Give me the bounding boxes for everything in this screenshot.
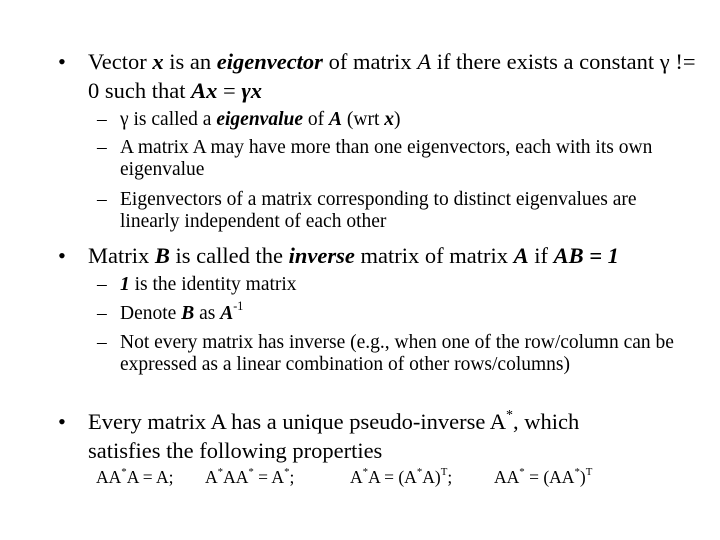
text-run: Every matrix A has a unique pseudo-inverse A (88, 409, 507, 434)
text-run: if there exists a constant (431, 49, 660, 74)
superscript-star: * (506, 408, 513, 424)
text-run: is called the (169, 243, 289, 268)
text-run: is the identity matrix (129, 274, 297, 295)
term-eigenvector: eigenvector (216, 49, 323, 74)
superscript-minus-one: -1 (233, 299, 244, 314)
text-run: of (303, 109, 329, 130)
superscript-star: * (416, 466, 423, 479)
superscript-star: * (519, 466, 525, 479)
text-run: A (205, 467, 218, 487)
text-run: A = A; (126, 467, 174, 487)
property-2 (205, 466, 294, 488)
var-a: A (513, 243, 529, 268)
dash-marker: – (97, 274, 107, 295)
symbol-gamma: γ (659, 49, 670, 74)
text-run: ) (394, 109, 401, 130)
sub-bullet-text: Not every matrix has inverse (e.g., when one of the row/column can be expressed as a linear combination of other rows/columns) (120, 332, 674, 375)
text-run: A (350, 467, 363, 487)
sub-bullet-eigenvalue (97, 109, 697, 131)
superscript-star: * (284, 466, 290, 479)
text-run: ; (289, 467, 295, 487)
var-a: A (220, 303, 234, 324)
text-run: (wrt (342, 109, 385, 130)
text-run: of matrix (322, 49, 418, 74)
term-inverse: inverse (288, 243, 355, 268)
dash-marker: – (97, 109, 107, 130)
text-run: is an (163, 49, 217, 74)
bullet-eigenvector (58, 47, 698, 105)
var-x: x (384, 109, 395, 130)
sub-bullet-text: A matrix A may have more than one eigenvectors, each with its own eigenvalue (120, 137, 653, 180)
sub-bullet-text: Eigenvectors of a matrix corresponding to distinct eigenvalues are linearly independent of each other (120, 189, 637, 232)
text-run: = A (253, 467, 285, 487)
superscript-star: * (362, 466, 369, 479)
superscript-t: T (440, 466, 448, 479)
text-run: ) (579, 467, 586, 487)
bullet-marker: • (58, 49, 66, 74)
text-run: Matrix (88, 243, 155, 268)
bullet-text (88, 47, 698, 105)
dash-marker: – (97, 137, 107, 158)
superscript-t: T (585, 466, 593, 479)
property-3 (350, 466, 452, 488)
sub-bullet-identity (97, 274, 697, 296)
sub-bullet-multiple-eigenvectors (97, 137, 687, 181)
text-run: A) (422, 467, 441, 487)
sub-bullet-no-inverse (97, 332, 697, 376)
expr-ab-equals-1: AB = 1 (553, 243, 619, 268)
superscript-star: * (217, 466, 224, 479)
identity-symbol: 1 (120, 274, 130, 295)
term-eigenvalue: eigenvalue (216, 109, 303, 130)
dash-marker: – (97, 189, 107, 210)
text-run: ; (447, 467, 453, 487)
property-4 (494, 466, 592, 488)
bullet-text (88, 241, 698, 270)
text-run: != 0 such that (88, 49, 696, 103)
bullet-inverse (58, 241, 698, 270)
dash-marker: – (97, 303, 107, 324)
text-run: AA (223, 467, 249, 487)
bullet-marker: • (58, 409, 66, 434)
expr-ax: Ax (191, 78, 218, 103)
superscript-star: * (121, 466, 127, 479)
var-b: B (154, 243, 170, 268)
bullet-text (88, 407, 638, 465)
var-a: A (417, 49, 432, 74)
sub-bullet-text (120, 299, 697, 325)
var-x: x (152, 49, 164, 74)
text-run: as (194, 303, 221, 324)
superscript-star: * (248, 466, 254, 479)
text-run: Denote (120, 303, 182, 324)
superscript-star: * (574, 466, 580, 479)
text-run: , which satisfies the following properties (88, 409, 580, 463)
text-run: AA (96, 467, 122, 487)
text-run: A = (A (368, 467, 417, 487)
sub-bullet-linear-independence (97, 189, 687, 233)
text-run: if (528, 243, 554, 268)
bullet-marker: • (58, 243, 66, 268)
text-run: = (217, 78, 242, 103)
expr-gamma-x: γx (241, 78, 262, 103)
text-run: Vector (88, 49, 153, 74)
sub-bullet-denote-inverse (97, 299, 697, 325)
sub-bullet-text (120, 274, 697, 296)
text-run: = (AA (524, 467, 575, 487)
var-b: B (181, 303, 195, 324)
text-run: AA (494, 467, 520, 487)
property-1 (96, 466, 174, 488)
text-run: is called a (128, 109, 217, 130)
text-run: matrix of matrix (354, 243, 514, 268)
dash-marker: – (97, 332, 107, 353)
var-a: A (329, 109, 343, 130)
symbol-gamma: γ (120, 109, 129, 130)
bullet-pseudo-inverse (58, 407, 638, 465)
sub-bullet-text (120, 109, 697, 131)
